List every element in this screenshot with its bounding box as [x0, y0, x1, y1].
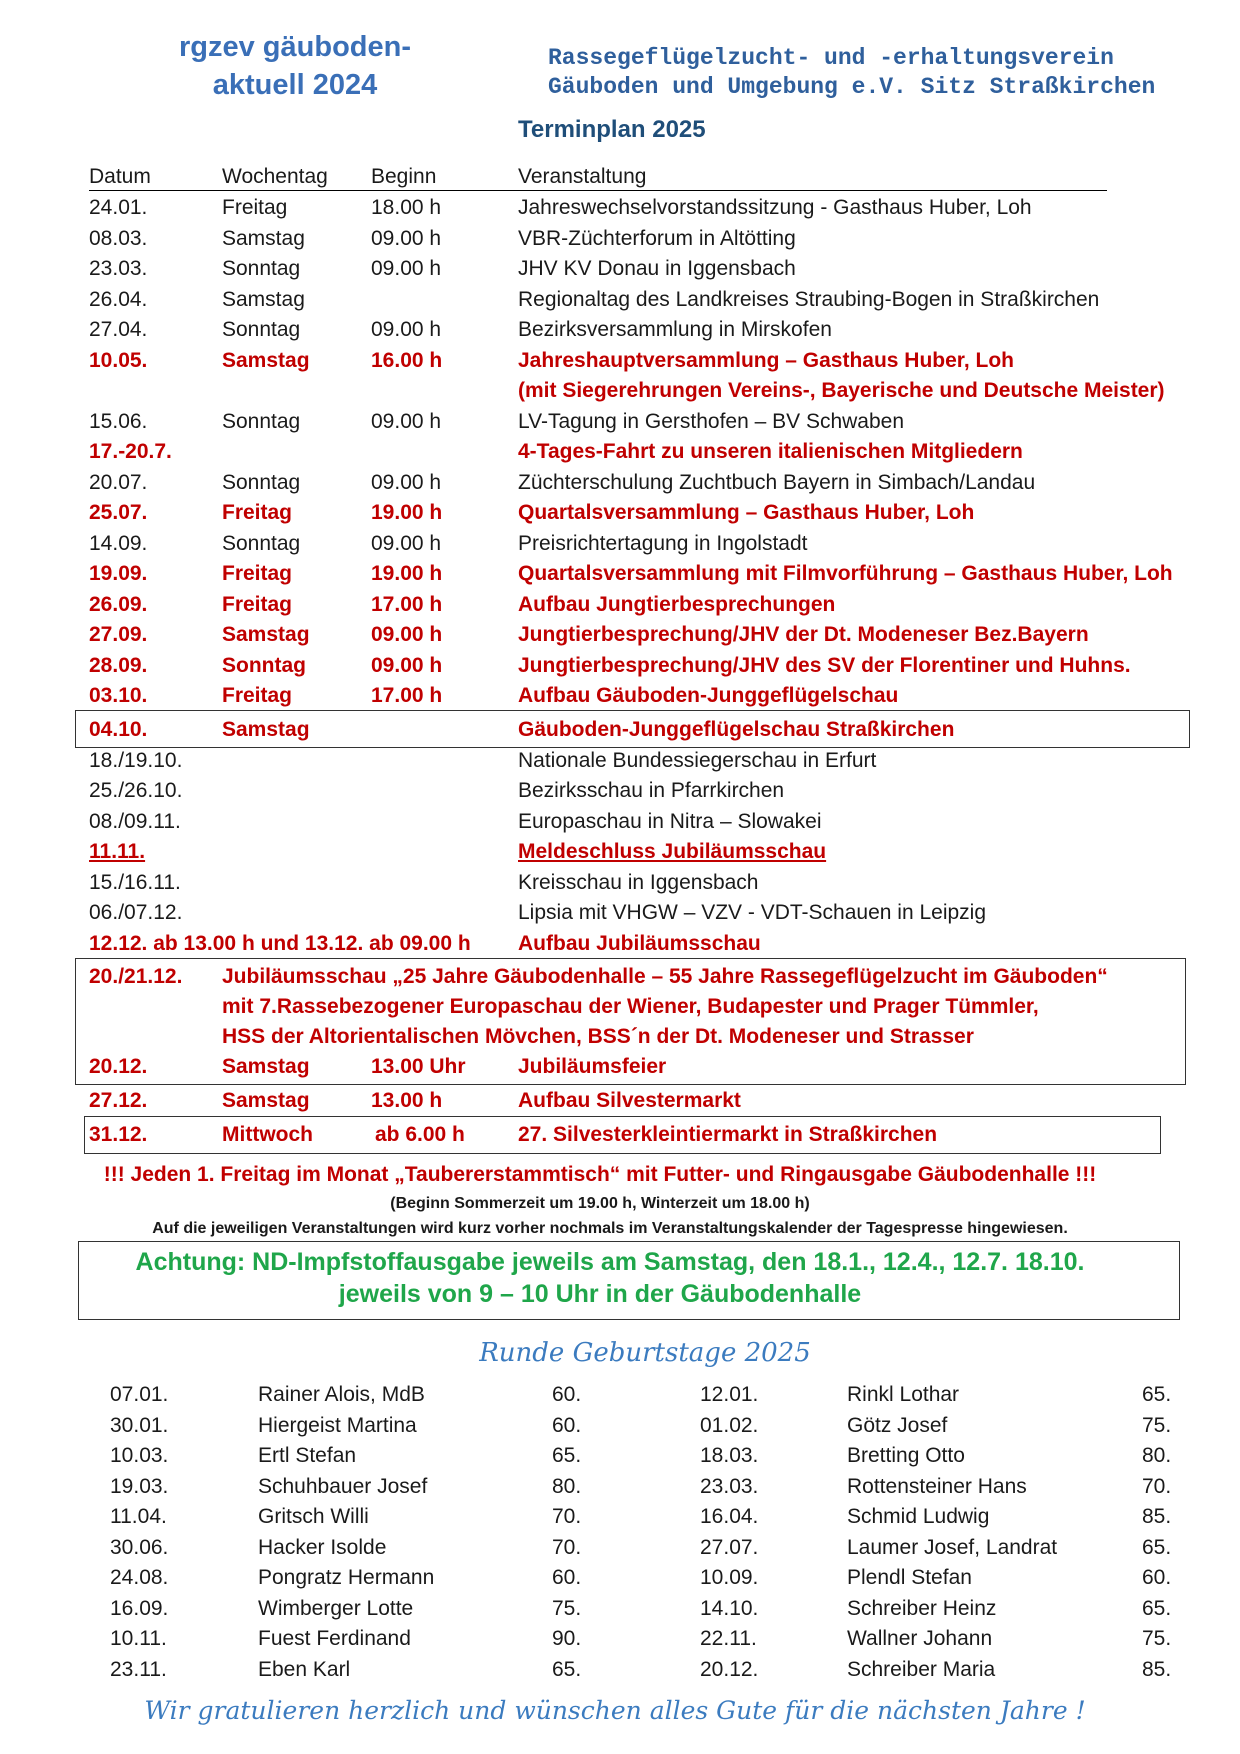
row-day: Freitag — [222, 562, 293, 585]
row-date: 11.11. — [89, 840, 146, 863]
table-row — [0, 407, 1240, 437]
row-date: 15./16.11. — [89, 871, 181, 894]
row-day: Mittwoch — [222, 1123, 313, 1146]
birthday-name: Pongratz Hermann — [258, 1566, 435, 1589]
row-event: Preisrichtertagung in Ingolstadt — [518, 532, 808, 555]
birthday-age: 75. — [552, 1597, 582, 1620]
row-date: 28.09. — [89, 654, 148, 677]
birthday-age: 75. — [1142, 1627, 1172, 1650]
birthday-name: Eben Karl — [258, 1658, 351, 1681]
birthday-name: Hacker Isolde — [258, 1536, 387, 1559]
row-date: 31.12. — [89, 1123, 148, 1146]
row-time: ab 6.00 h — [375, 1123, 465, 1146]
row-date: 25.07. — [89, 501, 148, 524]
birthday-age: 80. — [552, 1475, 582, 1498]
birthday-age: 65. — [1142, 1597, 1172, 1620]
row-day: Sonntag — [222, 471, 301, 494]
birthday-name: Rinkl Lothar — [847, 1383, 960, 1406]
table-row — [0, 1120, 1240, 1150]
birthday-age: 75. — [1142, 1414, 1172, 1437]
table-row — [0, 346, 1240, 376]
table-row — [0, 776, 1240, 806]
club-short-line2: aktuell 2024 — [212, 69, 378, 101]
table-row — [0, 315, 1240, 345]
row-event: Aufbau Jubiläumsschau — [518, 932, 761, 955]
row-event: Bezirksschau in Pfarrkirchen — [518, 779, 785, 802]
row-date: 26.09. — [89, 593, 148, 616]
row-day: Freitag — [222, 593, 293, 616]
row-time: 09.00 h — [371, 257, 442, 280]
row-date: 03.10. — [89, 684, 148, 707]
row-event: VBR-Züchterforum in Altötting — [518, 227, 796, 250]
table-row — [0, 559, 1240, 589]
birthday-name: Plendl Stefan — [847, 1566, 972, 1589]
table-row — [0, 746, 1240, 776]
row-day: Freitag — [222, 501, 293, 524]
column-header-veranstaltung: Veranstaltung — [518, 165, 647, 188]
row-day: Samstag — [222, 1055, 310, 1078]
row-date: 08./09.11. — [89, 810, 181, 833]
row-date: 25./26.10. — [89, 779, 183, 802]
row-date: 18./19.10. — [89, 749, 183, 772]
header-underline — [89, 190, 1107, 191]
birthday-age: 65. — [552, 1444, 582, 1467]
row-event: (mit Siegerehrungen Vereins-, Bayerische und Deutsche Meister) — [518, 379, 1165, 402]
birthday-age: 65. — [1142, 1383, 1172, 1406]
club-short-line1: rgzev gäuboden- — [178, 31, 411, 63]
row-event: Aufbau Jungtierbesprechungen — [518, 593, 836, 616]
birthday-date: 01.02. — [700, 1414, 759, 1437]
row-event: Lipsia mit VHGW – VZV - VDT-Schauen in Leipzig — [518, 901, 987, 924]
birthday-name: Wimberger Lotte — [258, 1597, 414, 1620]
table-row — [0, 929, 1240, 959]
row-time: 13.00 Uhr — [371, 1055, 466, 1078]
row-event: Bezirksversammlung in Mirskofen — [518, 318, 832, 341]
vaccine-notice-line2: jeweils von 9 – 10 Uhr in der Gäubodenhalle — [338, 1280, 862, 1308]
row-date: 06./07.12. — [89, 901, 183, 924]
row-event: Gäuboden-Junggeflügelschau Straßkirchen — [518, 718, 955, 741]
column-header-beginn: Beginn — [371, 165, 437, 188]
birthday-name: Ertl Stefan — [258, 1444, 357, 1467]
list-item — [0, 1471, 1240, 1502]
table-row — [0, 529, 1240, 559]
birthday-name: Wallner Johann — [847, 1627, 993, 1650]
row-day: Sonntag — [222, 318, 301, 341]
row-event: Jubiläumsschau „25 Jahre Gäubodenhalle – 55 Jahre Rassegeflügelzucht im Gäuboden“ — [222, 965, 1108, 988]
row-day: Samstag — [222, 227, 305, 250]
table-row — [0, 285, 1240, 315]
row-date: 23.03. — [89, 257, 148, 280]
birthday-age: 60. — [552, 1383, 582, 1406]
birthday-age: 90. — [552, 1627, 582, 1650]
row-event: Quartalsversammlung – Gasthaus Huber, Loh — [518, 501, 975, 524]
birthday-name: Gritsch Willi — [258, 1505, 369, 1528]
row-event: mit 7.Rassebezogener Europaschau der Wiener, Budapester und Prager Tümmler, — [222, 995, 1039, 1018]
birthday-date: 22.11. — [700, 1627, 757, 1650]
table-row — [0, 376, 1240, 406]
row-event: Meldeschluss Jubiläumsschau — [518, 840, 827, 863]
birthday-name: Hiergeist Martina — [258, 1414, 417, 1437]
row-event: Jahreswechselvorstandssitzung - Gasthaus Huber, Loh — [518, 196, 1032, 219]
row-event: HSS der Altorientalischen Mövchen, BSS´n der Dt. Modeneser und Strasser — [222, 1025, 974, 1048]
row-day: Samstag — [222, 1089, 310, 1112]
row-date: 14.09. — [89, 532, 148, 555]
table-row — [0, 898, 1240, 928]
table-row — [0, 590, 1240, 620]
row-event: 4-Tages-Fahrt zu unseren italienischen Mitgliedern — [518, 440, 1023, 463]
row-date: 27.09. — [89, 623, 148, 646]
row-event: JHV KV Donau in Iggensbach — [518, 257, 796, 280]
birthday-age: 60. — [552, 1566, 582, 1589]
table-row — [0, 715, 1240, 745]
birthday-date: 23.11. — [110, 1658, 167, 1681]
club-long-line2: Gäuboden und Umgebung e.V. Sitz Straßkirchen — [548, 74, 1156, 100]
column-header-wochentag: Wochentag — [222, 165, 328, 188]
row-day: Samstag — [222, 349, 310, 372]
row-date: 17.-20.7. — [89, 440, 172, 463]
row-date: 27.12. — [89, 1089, 148, 1112]
row-event: Kreisschau in Iggensbach — [518, 871, 759, 894]
row-event: Quartalsversammlung mit Filmvorführung – Gasthaus Huber, Loh — [518, 562, 1173, 585]
birthday-date: 24.08. — [110, 1566, 169, 1589]
list-item — [0, 1654, 1240, 1685]
table-row — [0, 193, 1240, 223]
row-day: Freitag — [222, 196, 288, 219]
press-note: Auf die jeweiligen Veranstaltungen wird kurz vorher nochmals im Veranstaltungskalender der Tagespresse hingewiesen. — [152, 1220, 1068, 1237]
table-row — [0, 837, 1240, 867]
row-event: LV-Tagung in Gersthofen – BV Schwaben — [518, 410, 905, 433]
birthday-age: 65. — [552, 1658, 582, 1681]
row-event: Aufbau Gäuboden-Junggeflügelschau — [518, 684, 899, 707]
birthday-date: 20.12. — [700, 1658, 759, 1681]
list-item — [0, 1532, 1240, 1563]
birthday-age: 70. — [552, 1505, 582, 1528]
row-event: Jahreshauptversammlung – Gasthaus Huber, Loh — [518, 349, 1014, 372]
birthday-name: Rottensteiner Hans — [847, 1475, 1027, 1498]
birthday-name: Bretting Otto — [847, 1444, 965, 1467]
column-header-datum: Datum — [89, 165, 151, 188]
table-row — [0, 468, 1240, 498]
row-event: Züchterschulung Zuchtbuch Bayern in Simbach/Landau — [518, 471, 1036, 494]
row-time: 16.00 h — [371, 349, 443, 372]
list-item — [0, 1410, 1240, 1441]
birthday-age: 60. — [552, 1414, 582, 1437]
birthday-date: 18.03. — [700, 1444, 759, 1467]
birthday-name: Schuhbauer Josef — [258, 1475, 428, 1498]
row-time: 09.00 h — [371, 532, 442, 555]
row-date: 20.07. — [89, 471, 148, 494]
row-date: 27.04. — [89, 318, 148, 341]
row-time: 09.00 h — [371, 227, 442, 250]
table-row — [0, 992, 1240, 1022]
list-item — [0, 1593, 1240, 1624]
row-day: Sonntag — [222, 257, 301, 280]
row-date: 19.09. — [89, 562, 148, 585]
birthday-name: Schreiber Maria — [847, 1658, 996, 1681]
birthday-age: 70. — [1142, 1475, 1172, 1498]
page-title: Terminplan 2025 — [518, 116, 706, 143]
birthday-name: Götz Josef — [847, 1414, 948, 1437]
birthday-age: 80. — [1142, 1444, 1172, 1467]
row-day: Samstag — [222, 718, 310, 741]
birthday-date: 10.09. — [700, 1566, 759, 1589]
row-event: Europaschau in Nitra – Slowakei — [518, 810, 822, 833]
table-row — [0, 498, 1240, 528]
birthday-age: 70. — [552, 1536, 582, 1559]
row-time: 09.00 h — [371, 471, 442, 494]
row-event: Regionaltag des Landkreises Straubing-Bogen in Straßkirchen — [518, 288, 1100, 311]
time-note: (Beginn Sommerzeit um 19.00 h, Winterzeit um 18.00 h) — [390, 1195, 810, 1212]
row-event: Jungtierbesprechung/JHV der Dt. Modeneser Bez.Bayern — [518, 623, 1089, 646]
row-time: 17.00 h — [371, 684, 443, 707]
table-row — [0, 681, 1240, 711]
list-item — [0, 1623, 1240, 1654]
birthdays-title: Runde Geburtstage 2025 — [479, 1338, 811, 1368]
birthday-age: 60. — [1142, 1566, 1172, 1589]
list-item — [0, 1379, 1240, 1410]
row-day: Sonntag — [222, 532, 301, 555]
birthday-date: 12.01. — [700, 1383, 759, 1406]
row-event: 27. Silvesterkleintiermarkt in Straßkirchen — [518, 1123, 938, 1146]
birthday-date: 11.04. — [110, 1505, 167, 1528]
birthday-date: 30.06. — [110, 1536, 169, 1559]
row-day: Samstag — [222, 288, 305, 311]
birthday-date: 07.01. — [110, 1383, 169, 1406]
table-row — [0, 1052, 1240, 1082]
row-date: 08.03. — [89, 227, 148, 250]
row-date: 20.12. — [89, 1055, 148, 1078]
row-day: Samstag — [222, 623, 310, 646]
row-time: 19.00 h — [371, 562, 443, 585]
stammtisch-note: !!! Jeden 1. Freitag im Monat „Taubererstammtisch“ mit Futter- und Ringausgabe Gäubodenhalle !!! — [103, 1163, 1097, 1186]
row-event: Jungtierbesprechung/JHV des SV der Florentiner und Huhns. — [518, 654, 1131, 677]
table-row — [0, 1086, 1240, 1116]
table-row — [0, 807, 1240, 837]
row-time: 09.00 h — [371, 318, 442, 341]
club-long-line1: Rassegeflügelzucht- und -erhaltungsverein — [548, 45, 1114, 71]
list-item — [0, 1440, 1240, 1471]
birthday-age: 65. — [1142, 1536, 1172, 1559]
table-row — [0, 868, 1240, 898]
list-item — [0, 1562, 1240, 1593]
row-date: 24.01. — [89, 196, 148, 219]
row-time: 18.00 h — [371, 196, 442, 219]
birthday-name: Schreiber Heinz — [847, 1597, 997, 1620]
table-row — [0, 1022, 1240, 1052]
row-day: Sonntag — [222, 410, 301, 433]
table-row — [0, 651, 1240, 681]
club-full-name — [548, 44, 1155, 102]
birthday-date: 19.03. — [110, 1475, 169, 1498]
row-date: 10.05. — [89, 349, 148, 372]
table-row — [0, 254, 1240, 284]
birthday-age: 85. — [1142, 1505, 1172, 1528]
birthday-date: 16.04. — [700, 1505, 759, 1528]
closing-greeting: Wir gratulieren herzlich und wünschen alles Gute für die nächsten Jahre ! — [144, 1696, 1086, 1725]
table-header — [0, 162, 1240, 192]
birthday-date: 10.11. — [110, 1627, 167, 1650]
club-short-name — [130, 28, 460, 104]
birthday-date: 10.03. — [110, 1444, 169, 1467]
birthday-date: 27.07. — [700, 1536, 759, 1559]
row-date: 04.10. — [89, 718, 148, 741]
vaccine-notice-line1: Achtung: ND-Impfstoffausgabe jeweils am Samstag, den 18.1., 12.4., 12.7. 18.10. — [135, 1248, 1085, 1276]
row-date: 15.06. — [89, 410, 148, 433]
row-event: Aufbau Silvestermarkt — [518, 1089, 741, 1112]
row-time: 09.00 h — [371, 410, 442, 433]
row-time: 19.00 h — [371, 501, 443, 524]
birthday-date: 23.03. — [700, 1475, 759, 1498]
table-row — [0, 224, 1240, 254]
row-date: 12.12. ab 13.00 h und 13.12. ab 09.00 h — [89, 932, 471, 955]
row-time: 13.00 h — [371, 1089, 443, 1112]
birthday-name: Fuest Ferdinand — [258, 1627, 411, 1650]
row-event: Nationale Bundessiegerschau in Erfurt — [518, 749, 877, 772]
birthday-date: 14.10. — [700, 1597, 759, 1620]
row-date: 20./21.12. — [89, 965, 183, 988]
table-row — [0, 962, 1240, 992]
row-date: 26.04. — [89, 288, 148, 311]
row-event: Jubiläumsfeier — [518, 1055, 667, 1078]
row-time: 17.00 h — [371, 593, 443, 616]
birthday-name: Rainer Alois, MdB — [258, 1383, 425, 1406]
birthday-age: 85. — [1142, 1658, 1172, 1681]
birthday-date: 30.01. — [110, 1414, 169, 1437]
birthday-date: 16.09. — [110, 1597, 169, 1620]
birthday-name: Schmid Ludwig — [847, 1505, 990, 1528]
row-time: 09.00 h — [371, 623, 443, 646]
row-day: Sonntag — [222, 654, 306, 677]
row-time: 09.00 h — [371, 654, 443, 677]
table-row — [0, 620, 1240, 650]
list-item — [0, 1501, 1240, 1532]
birthday-name: Laumer Josef, Landrat — [847, 1536, 1058, 1559]
table-row — [0, 437, 1240, 467]
row-day: Freitag — [222, 684, 293, 707]
